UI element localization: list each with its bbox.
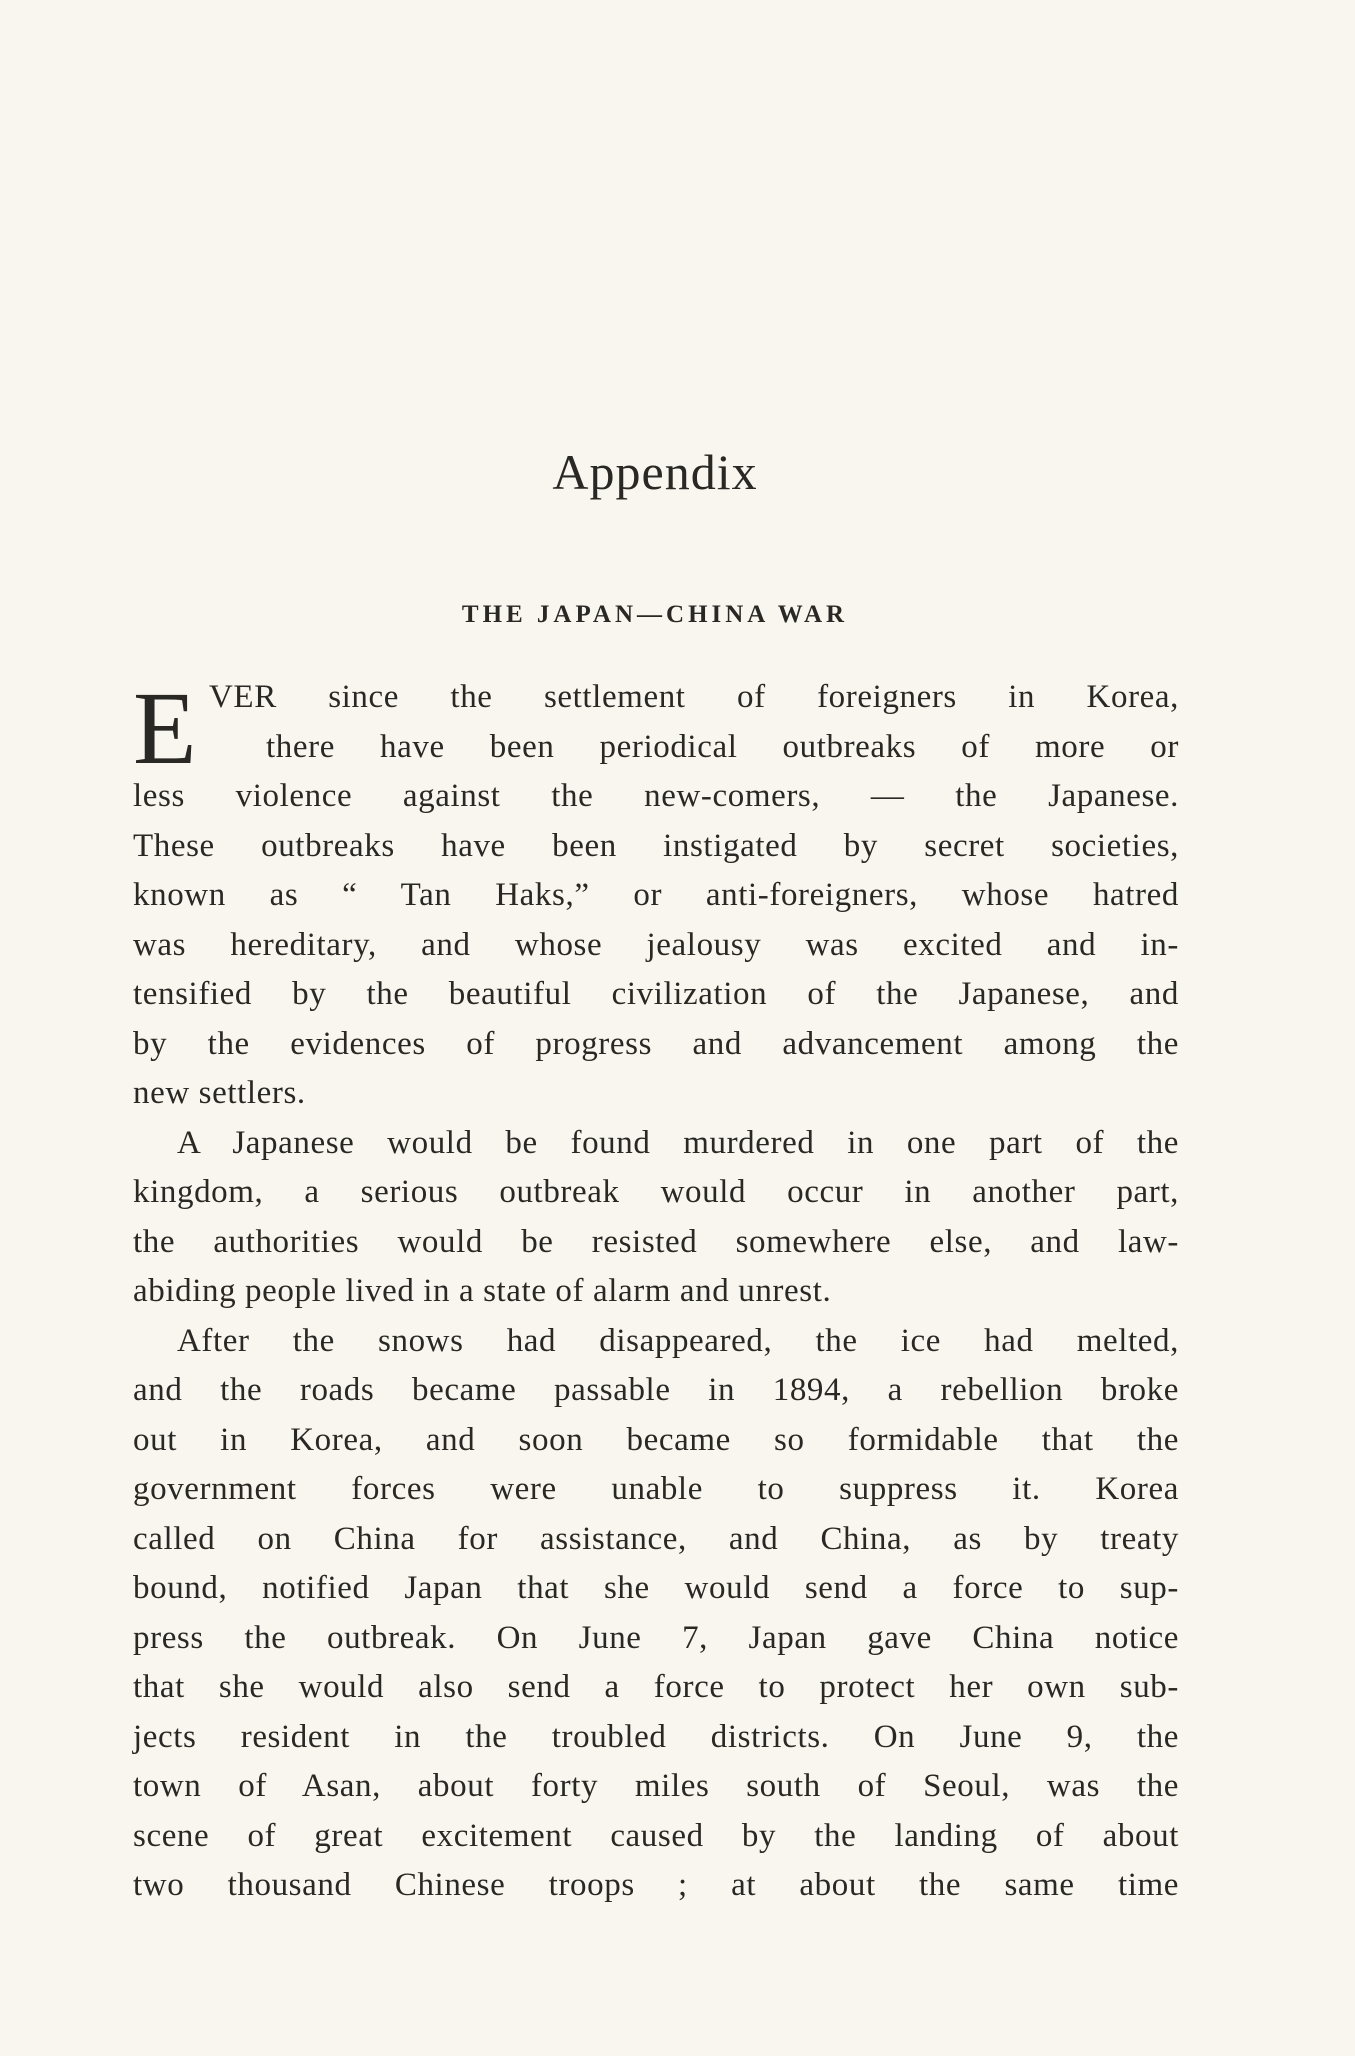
text-line: tensified by the beautiful civilization of the Japanese, and (133, 976, 1179, 1012)
text-line: kingdom, a serious outbreak would occur in another part, (133, 1174, 1179, 1210)
text-line: jects resident in the troubled districts. On June 9, the (133, 1718, 1179, 1755)
text-line: out in Korea, and soon became so formidable that the (133, 1421, 1179, 1458)
text-line: press the outbreak. On June 7, Japan gave China notice (133, 1619, 1179, 1656)
page-title: Appendix (552, 444, 758, 500)
text-line: called on China for assistance, and China, as by treaty (133, 1520, 1179, 1557)
text-line: abiding people lived in a state of alarm and unrest. (133, 1273, 832, 1309)
text-line: that she would also send a force to protect her own sub- (133, 1669, 1179, 1705)
text-line: bound, notified Japan that she would send a force to sup- (133, 1570, 1179, 1606)
paragraph-1 (133, 673, 1179, 1119)
section-heading: THE JAPAN—CHINA WAR (461, 601, 849, 628)
text-line: A Japanese would be found murdered in one part of the (177, 1124, 1179, 1161)
body-text (133, 673, 1179, 1911)
text-line: there have been periodical outbreaks of more or (266, 728, 1179, 765)
text-line: and the roads became passable in 1894, a rebellion broke (133, 1372, 1179, 1408)
text-line: two thousand Chinese troops ; at about the same time (133, 1867, 1179, 1903)
paragraph-3 (133, 1317, 1179, 1911)
text-line: These outbreaks have been instigated by secret societies, (133, 827, 1179, 864)
text-line: was hereditary, and whose jealousy was excited and in- (133, 926, 1179, 963)
text-line: VER since the settlement of foreigners in Korea, (209, 679, 1179, 715)
text-line: less violence against the new-comers, — the Japanese. (133, 778, 1179, 814)
text-line: by the evidences of progress and advancement among the (133, 1025, 1179, 1062)
text-line: new settlers. (133, 1075, 306, 1111)
paragraph-2 (133, 1119, 1179, 1317)
drop-cap: E (133, 671, 197, 786)
text-line: After the snows had disappeared, the ice had melted, (177, 1322, 1179, 1359)
text-line: known as “ Tan Haks,” or anti-foreigners, whose hatred (133, 877, 1179, 913)
text-line: town of Asan, about forty miles south of Seoul, was the (133, 1768, 1179, 1804)
text-line: the authorities would be resisted somewhere else, and law- (133, 1223, 1179, 1260)
text-line: government forces were unable to suppress it. Korea (133, 1471, 1179, 1507)
text-line: scene of great excitement caused by the landing of about (133, 1817, 1179, 1854)
